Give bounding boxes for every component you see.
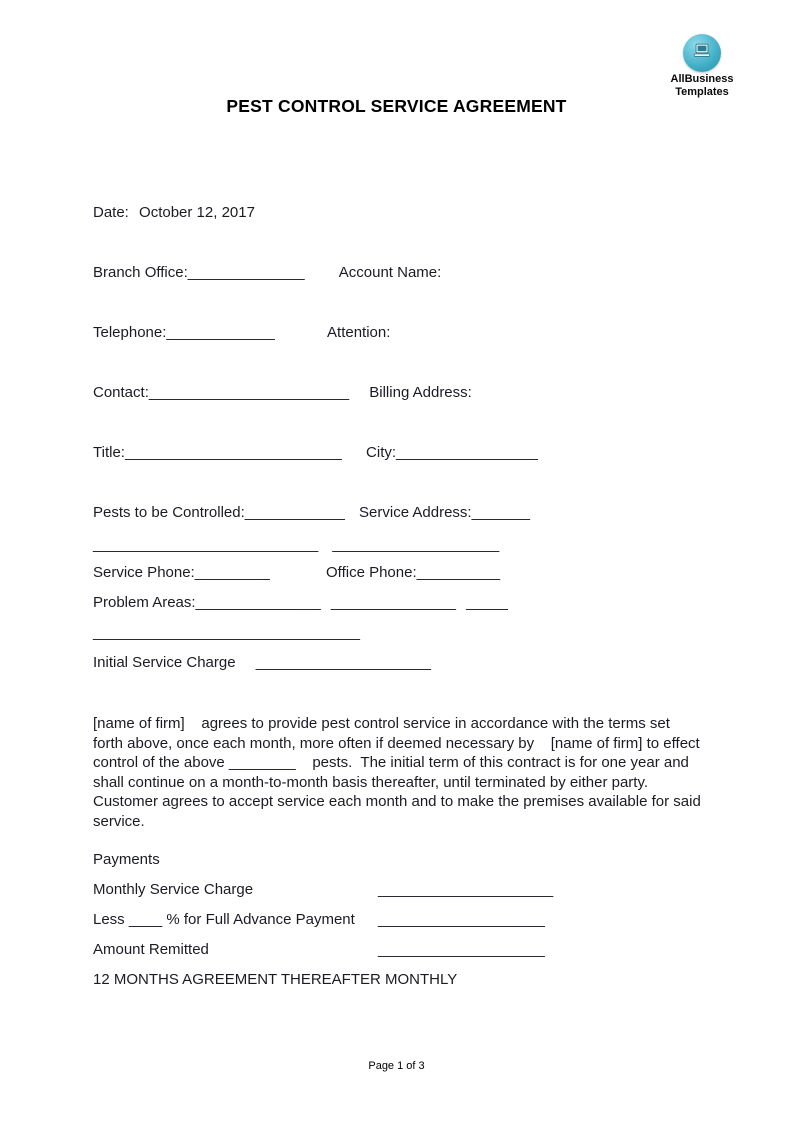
- page-indicator: Page 1 of 3: [368, 1060, 425, 1072]
- monthly-service-charge-blank: _____________________: [378, 881, 554, 898]
- office-phone-label: Office Phone:: [326, 564, 417, 581]
- service-address-blank: _______: [471, 504, 531, 521]
- amount-remitted-blank: ____________________: [378, 941, 545, 958]
- service-phone-label: Service Phone:: [93, 564, 195, 581]
- agreement-term-line: 12 MONTHS AGREEMENT THEREAFTER MONTHLY: [93, 971, 458, 988]
- city-blank: _________________: [396, 444, 538, 461]
- title-field-blank: __________________________: [124, 444, 342, 461]
- pests-label: Pests to be Controlled:: [93, 504, 245, 521]
- city-label: City:: [366, 444, 397, 461]
- office-phone-blank: __________: [416, 564, 501, 581]
- title-field-label: Title:: [93, 444, 125, 461]
- problem-areas-continuation-row: [93, 624, 360, 641]
- service-address-label: Service Address:: [359, 504, 472, 521]
- date-value: October 12, 2017: [139, 204, 255, 221]
- problem-areas-label: Problem Areas:: [93, 594, 196, 611]
- branch-office-row: [93, 264, 441, 281]
- problem-areas-row: [93, 594, 508, 611]
- service-phone-blank: _________: [194, 564, 270, 581]
- continuation-blank-2: ____________________: [332, 536, 500, 553]
- attention-label: Attention:: [327, 324, 391, 341]
- continuation-blank-row: [93, 536, 499, 553]
- brand-line1: AllBusiness: [670, 73, 734, 85]
- date-label: Date:: [93, 204, 129, 221]
- brand-logo: [657, 34, 747, 98]
- pests-row: [93, 504, 530, 521]
- contact-label: Contact:: [93, 384, 149, 401]
- amount-remitted-label: Amount Remitted: [93, 941, 209, 958]
- branch-office-label: Branch Office:: [93, 264, 188, 281]
- date-row: [93, 204, 255, 221]
- telephone-blank: _____________: [166, 324, 275, 341]
- account-name-label: Account Name:: [338, 264, 442, 281]
- payments-heading: Payments: [93, 851, 160, 868]
- monthly-service-charge-label: Monthly Service Charge: [93, 881, 254, 898]
- page-title: PEST CONTROL SERVICE AGREEMENT: [226, 96, 567, 116]
- service-phone-row: [93, 564, 500, 581]
- billing-address-label: Billing Address:: [369, 384, 472, 401]
- brand-line2: Templates: [675, 85, 729, 98]
- continuation-blank-1: ___________________________: [93, 536, 319, 553]
- advance-payment-blank: ____________________: [378, 911, 545, 928]
- initial-service-charge-blank: _____________________: [255, 654, 431, 671]
- telephone-row: [93, 324, 390, 341]
- payment-row-monthly: [93, 881, 553, 898]
- title-city-row: [93, 444, 538, 461]
- payment-row-advance: [93, 911, 545, 928]
- laptop-icon: [691, 40, 713, 66]
- problem-areas-blank-2: _______________: [330, 594, 456, 611]
- branch-office-blank: ______________: [187, 264, 305, 281]
- problem-areas-blank-line: ________________________________: [93, 624, 360, 641]
- logo-circle: [683, 34, 721, 72]
- advance-payment-label: Less ____ % for Full Advance Payment: [93, 911, 355, 928]
- problem-areas-blank-3: _____: [466, 594, 508, 611]
- telephone-label: Telephone:: [93, 324, 167, 341]
- initial-service-charge-row: [93, 654, 431, 671]
- payment-row-remitted: [93, 941, 545, 958]
- problem-areas-blank-1: _______________: [195, 594, 321, 611]
- brand-name: [657, 73, 747, 98]
- contact-blank: ________________________: [148, 384, 350, 401]
- agreement-paragraph: [name of firm] agrees to provide pest control service in accordance with the terms set forth above, once each month, more often if deemed necessary by [name of firm] to effect control of the above ________ pests. The initial term of this contract is for one year and shall continue on a month-to-month basis thereafter, until terminated by either party. Customer agrees to accept service each month and to make the premises available for said service.: [93, 715, 705, 830]
- pests-blank: ____________: [244, 504, 345, 521]
- initial-service-charge-label: Initial Service Charge: [93, 654, 236, 671]
- contact-row: [93, 384, 472, 401]
